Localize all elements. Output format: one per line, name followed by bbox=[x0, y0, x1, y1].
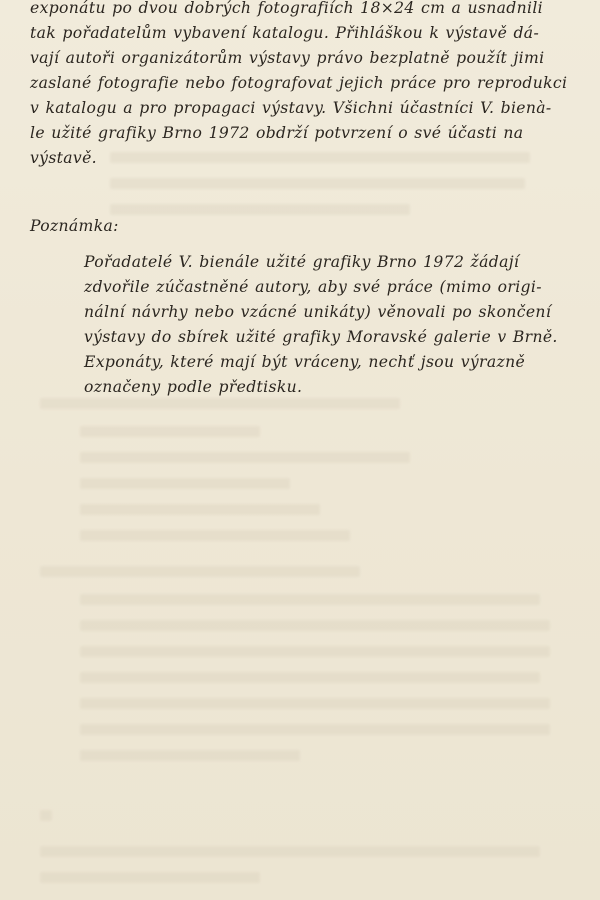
note-paragraph bbox=[84, 250, 558, 400]
text-line: vají autoři organizátorům výstavy právo bezplatně použít jimi bbox=[30, 49, 545, 67]
text-line: výstavě. bbox=[30, 149, 97, 167]
text-line: Pořadatelé V. bienále užité grafiky Brno 1972 žádají bbox=[84, 253, 520, 271]
text-line: Exponáty, které mají být vráceny, nechť jsou výrazně bbox=[84, 353, 526, 371]
text-line: zaslané fotografie nebo fotografovat jejich práce pro reprodukci bbox=[30, 74, 568, 92]
text-line: označeny podle předtisku. bbox=[84, 378, 303, 396]
text-line: v katalogu a pro propagaci výstavy. Všichni účastníci V. bienà- bbox=[30, 99, 552, 117]
text-line: nální návrhy nebo vzácné unikáty) věnovali po skončení bbox=[84, 303, 552, 321]
text-line: le užité grafiky Brno 1972 obdrží potvrzení o své účasti na bbox=[30, 124, 524, 142]
text-line: tak pořadatelům vybavení katalogu. Přihláškou k výstavě dá- bbox=[30, 24, 540, 42]
text-line: zdvořile zúčastněné autory, aby své práce (mimo origi- bbox=[84, 278, 542, 296]
note-heading: Poznámka: bbox=[30, 217, 119, 235]
text-line: výstavy do sbírek užité grafiky Moravské galerie v Brně. bbox=[84, 328, 558, 346]
text-line: exponátu po dvou dobrých fotografiích 18×24 cm a usnadnili bbox=[30, 0, 543, 17]
body-paragraph bbox=[30, 0, 567, 171]
